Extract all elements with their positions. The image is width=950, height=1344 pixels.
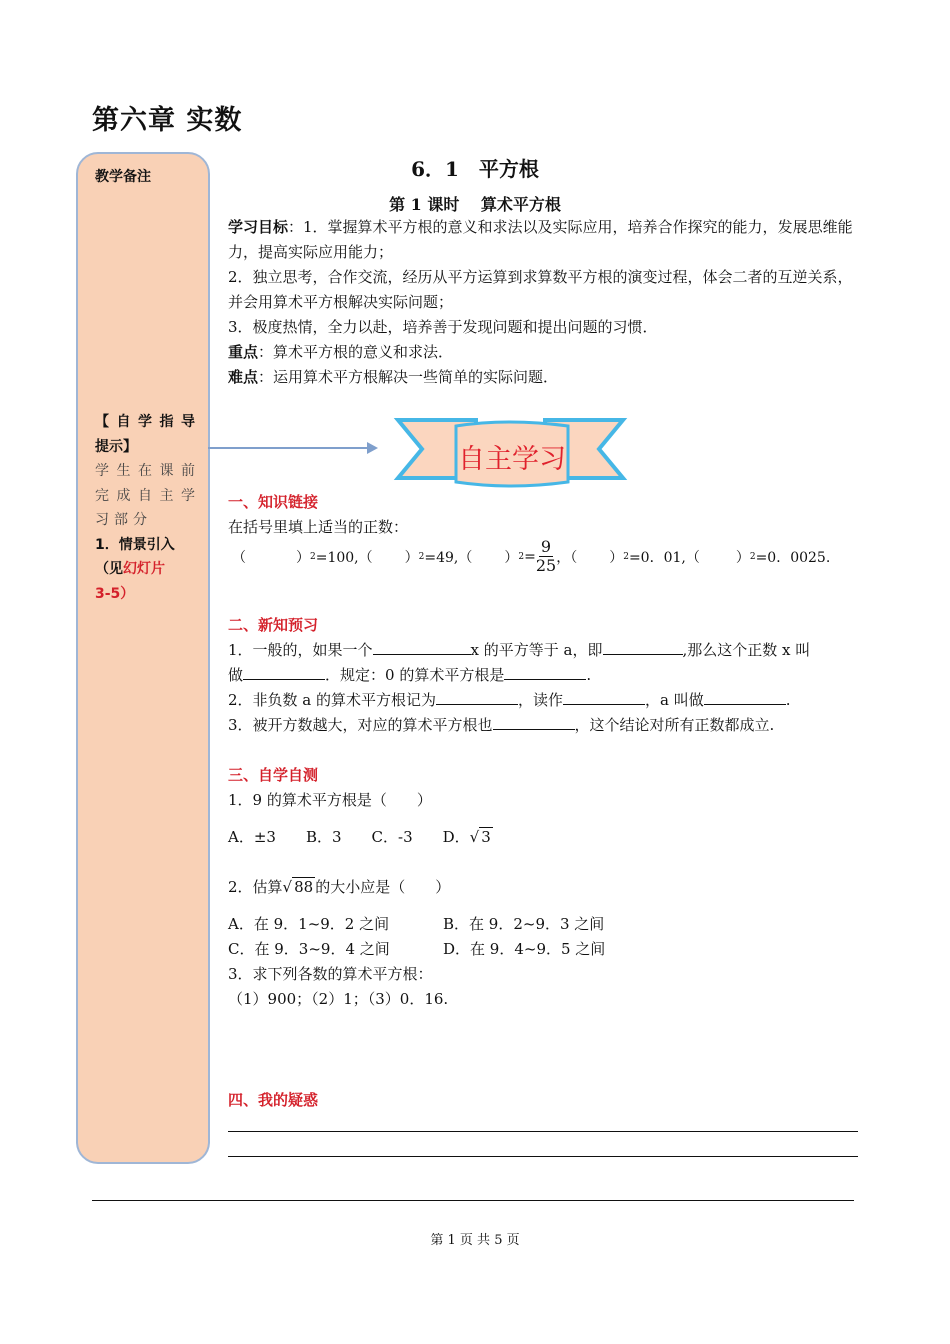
- answer-blank[interactable]: [436, 688, 518, 705]
- section-title: 6．1 平方根: [411, 157, 539, 181]
- footer-divider: [92, 1200, 854, 1201]
- part2-line4: 3．被开方数越大，对应的算术平方根也 ，这个结论对所有正数都成立.: [228, 713, 860, 738]
- question-1-options: [228, 825, 860, 850]
- question-3: 3．求下列各数的算术平方根：: [228, 965, 433, 983]
- answer-line[interactable]: [228, 1156, 858, 1157]
- self-study-banner: [388, 412, 633, 490]
- banner-text: 自主学习: [458, 444, 566, 475]
- slides-range: 3-5）: [95, 585, 135, 602]
- fill-in-row: （ ） 2 =100,（ ） 2 =49,（ ） 2 = $\frac{9}{25}$ ，（ ） 2 =0．01,（ ） 2 =0．0025.: [232, 537, 831, 575]
- answer-blank[interactable]: [373, 638, 471, 655]
- option-a[interactable]: A．±3: [228, 828, 276, 846]
- part2-line1: 1．一般的，如果一个 x 的平方等于 a，即 ,那么这个正数 x 叫: [228, 638, 860, 663]
- option-b[interactable]: B．在 9．2~9．3 之间: [443, 915, 605, 933]
- teaching-notes-panel: [76, 152, 210, 1164]
- answer-blank[interactable]: [563, 688, 645, 705]
- step-label: 1．情景引入: [95, 536, 175, 553]
- answer-blank[interactable]: [603, 638, 683, 655]
- answer-blank[interactable]: [504, 663, 586, 680]
- guide-label-line2: 提示】: [95, 438, 137, 455]
- part1-intro: 在括号里填上适当的正数：: [228, 518, 409, 536]
- teaching-notes-title: 教学备注: [95, 169, 151, 185]
- option-a[interactable]: A．在 9．1~9．2 之间: [228, 915, 390, 933]
- arrow-line: [208, 447, 370, 449]
- part-knowledge-link: [228, 490, 860, 540]
- option-c[interactable]: C．在 9．3~9．4 之间: [228, 940, 390, 958]
- part2-line3: 2．非负数 a 的算术平方根记为 ，读作 ，a 叫做 .: [228, 688, 860, 713]
- answer-blank[interactable]: [493, 713, 575, 730]
- part3-heading: 三、自学自测: [228, 766, 319, 784]
- fraction: $\frac{9}{25}$: [535, 537, 557, 575]
- key-point: 重点：算术平方根的意义和求法．: [228, 343, 454, 361]
- question-1: 1．9 的算术平方根是（ ）: [228, 791, 432, 809]
- question-2: 2．估算√ 88 的大小应是（ ）: [228, 875, 860, 900]
- slides-highlight: 幻灯片: [123, 561, 165, 577]
- answer-blank[interactable]: [704, 688, 786, 705]
- option-b[interactable]: B．3: [305, 828, 342, 846]
- option-c[interactable]: C．-3: [371, 828, 413, 846]
- objective-1: 学习目标：1．掌握算术平方根的意义和求法以及实际应用，培养合作探究的能力，发展思维能力，提高实际应用能力；: [228, 218, 853, 261]
- objectives-block: [228, 215, 860, 390]
- guide-note-line3: 习部分: [95, 512, 152, 528]
- page-number: 第 1 页 共 5 页: [430, 1233, 520, 1248]
- arrow-head-icon: [367, 442, 378, 454]
- guide-label-line1: 【 自 学 指 导: [95, 414, 195, 430]
- part-self-test: [228, 763, 860, 1012]
- sqrt-icon: √ 88: [282, 878, 314, 896]
- option-d[interactable]: D．在 9．4~9．5 之间: [443, 940, 606, 958]
- question-2-options: [228, 912, 860, 962]
- guide-note-line1: 学 生 在 课 前: [95, 463, 195, 479]
- objective-3: 3．极度热情，全力以赴，培养善于发现问题和提出问题的习惯．: [228, 318, 658, 336]
- difficulty: 难点：运用算术平方根解决一些简单的实际问题．: [228, 368, 559, 386]
- part4-heading: 四、我的疑惑: [228, 1091, 319, 1109]
- option-d[interactable]: D．√ 3: [443, 825, 493, 850]
- part2-line2: 做 ．规定：0 的算术平方根是 .: [228, 663, 860, 688]
- answer-line[interactable]: [228, 1131, 858, 1132]
- slides-reference: （见幻灯片: [95, 561, 165, 577]
- lesson-title: 第 1 课时 算术平方根: [389, 195, 561, 214]
- question-3-items: （1）900；（2）1；（3）0．16.: [228, 990, 449, 1008]
- self-study-guide: [95, 410, 195, 606]
- objective-2: 2．独立思考，合作交流，经历从平方运算到求算数平方根的演变过程，体会二者的互逆关系，并会用算术平方根解决实际问题；: [228, 268, 853, 311]
- part2-heading: 二、新知预习: [228, 616, 319, 634]
- answer-blank[interactable]: [243, 663, 325, 680]
- sqrt-icon: √ 3: [469, 828, 491, 846]
- chapter-title: 第六章 实数: [92, 105, 243, 136]
- part-new-knowledge: [228, 613, 860, 738]
- guide-note-line2: 完 成 自 主 学: [95, 487, 195, 504]
- part1-heading: 一、知识链接: [228, 493, 319, 511]
